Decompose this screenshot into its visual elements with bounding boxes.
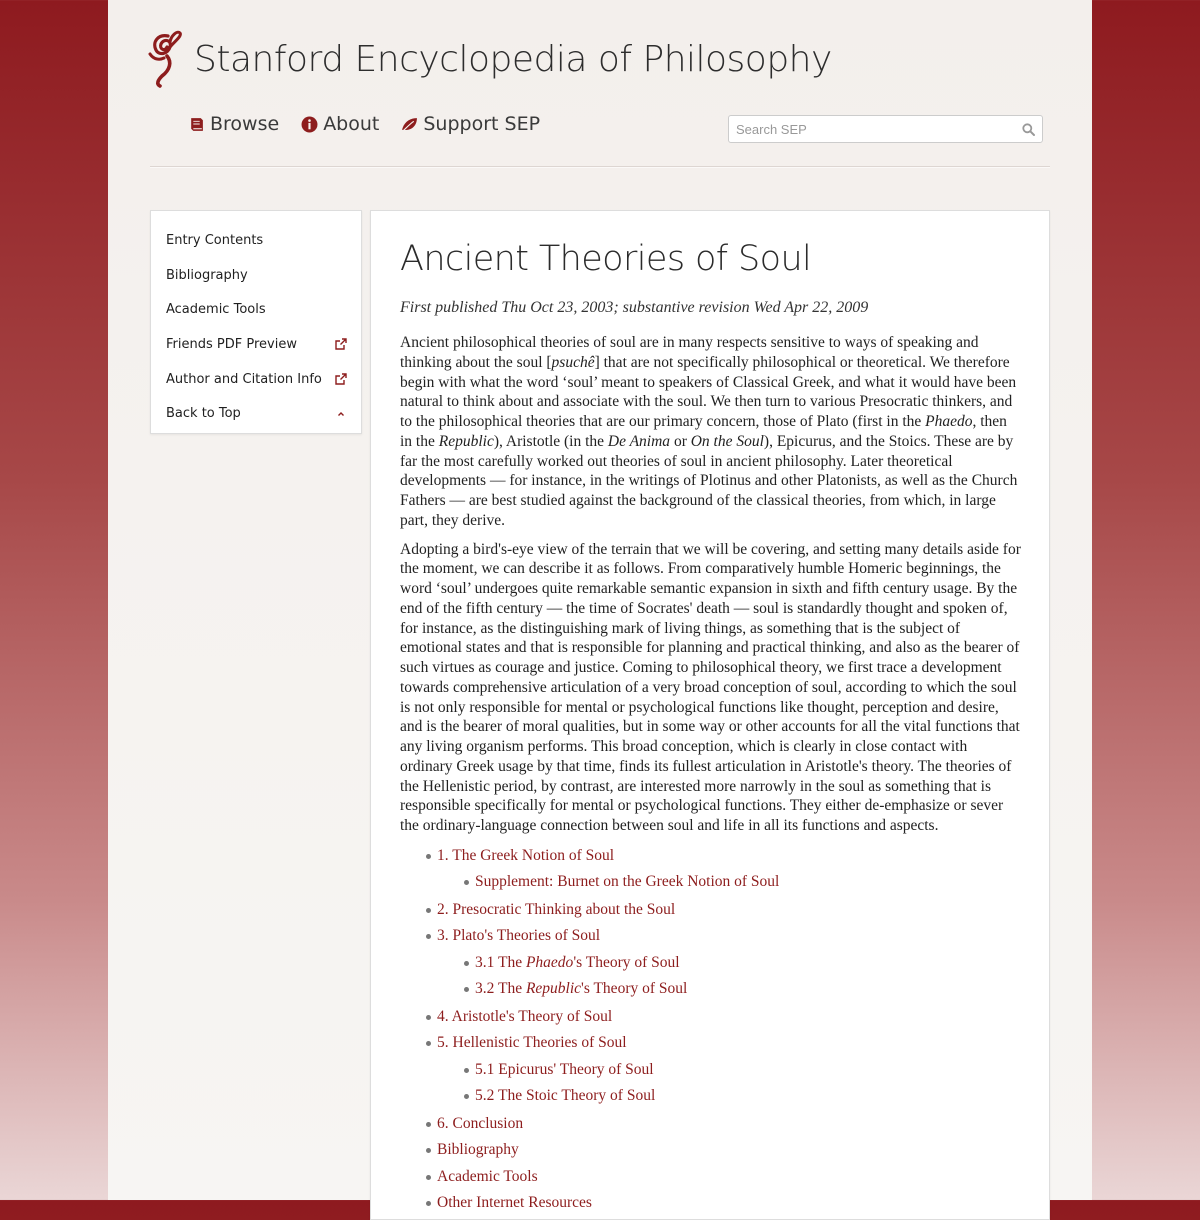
top-nav [188, 113, 540, 135]
external-link-icon [335, 338, 347, 350]
nav-support[interactable] [401, 113, 540, 135]
intro-paragraph-1: Ancient philosophical theories of soul are in many respects sensitive to ways of speaking and thinking about the soul [psuchê] that are not specifically philosophical or theoretical. We therefore begin with what the word ‘soul’ meant to speakers of Classical Greek, and what it would have been natural to think about and associate with the soul. We then turn to various Presocratic thinkers, and to the philosophical theories that are our primary concern, those of Plato (first in the Phaedo, then in the Republic), Aristotle (in the De Anima or On the Soul), Epicurus, and the Stoics. These are by far the most carefully worked out theories of soul in ancient philosophy. Later theoretical developments — for instance, in the writings of Plotinus and other Platonists, as well as the Church Fathers — are best studied against the background of the classical theories, from which, in large part, they derive. [400, 334, 1018, 529]
toc-link-internet-resources[interactable]: Other Internet Resources [437, 1194, 592, 1212]
toc-link-epicurus[interactable]: 5.1 Epicurus' Theory of Soul [475, 1060, 654, 1078]
intro-paragraph-2: Adopting a bird's-eye view of the terrain that we will be covering, and setting many details aside for the moment, we can describe it as follows. From comparatively humble Homeric beginnings, the word ‘soul’ undergoes quite remarkable semantic expansion in sixth and fifth century usage. By the end of the fifth century — the time of Socrates' death — soul is standardly thought and spoken of, for instance, as the distinguishing mark of living things, as something that is the subject of emotional states and that is responsible for planning and practical thinking, and also as the bearer of such virtues as courage and justice. Coming to philosophical theory, we first trace a development towards comprehensive articulation of a very broad conception of soul, according to which the soul is not only responsible for mental or psychological functions like thought, perception and desire, and is the bearer of moral qualities, but in some way or other accounts for all the vital functions that any living organism performs. This broad conception, which is clearly in close contact with ordinary Greek usage by that time, finds its fullest articulation in Aristotle's theory. The theories of the Hellenistic period, by contrast, are interested more narrowly in the soul as something that is responsible specifically for mental or psychological functions. They either de-emphasize or sever the ordinary-language connection between soul and life in all its functions and aspects. [400, 540, 1021, 834]
sidebar-item-academic-tools[interactable] [151, 292, 361, 327]
book-icon [188, 116, 205, 133]
toc-item [464, 953, 1021, 973]
search-box [728, 115, 1043, 143]
toc-item [464, 1086, 1021, 1106]
toc-item [464, 872, 1021, 892]
toc-item [426, 846, 1021, 866]
header-divider [150, 166, 1050, 167]
table-of-contents [426, 846, 1021, 1214]
nav-about-label: About [323, 113, 380, 135]
sidebar-item-author-citation-info[interactable] [151, 362, 361, 397]
toc-item [426, 1007, 1021, 1027]
external-link-icon [335, 373, 347, 385]
publication-info: First published Thu Oct 23, 2003; substantive revision Wed Apr 22, 2009 [400, 299, 869, 316]
toc-link-conclusion[interactable]: 6. Conclusion [437, 1114, 524, 1132]
toc-link-presocratic[interactable]: 2. Presocratic Thinking about the Soul [437, 900, 676, 918]
toc-link-aristotle[interactable]: 4. Aristotle's Theory of Soul [437, 1007, 613, 1025]
toc-link-hellenistic[interactable]: 5. Hellenistic Theories of Soul [437, 1034, 627, 1052]
nav-about[interactable] [301, 113, 379, 135]
sep-logo-icon [146, 30, 186, 88]
toc-link-plato[interactable]: 3. Plato's Theories of Soul [437, 927, 601, 945]
toc-item [426, 900, 1021, 920]
toc-item [464, 979, 1021, 999]
toc-link-bibliography[interactable]: Bibliography [437, 1141, 519, 1159]
toc-item [426, 1114, 1021, 1134]
toc-item [426, 926, 1021, 946]
sidebar-item-label: Back to Top [166, 406, 241, 422]
article [370, 210, 1050, 1220]
site-title[interactable]: Stanford Encyclopedia of Philosophy [194, 38, 832, 80]
info-circle-icon [301, 116, 318, 133]
page-container [108, 0, 1092, 1212]
nav-support-label: Support SEP [423, 113, 541, 135]
site-brand[interactable] [146, 30, 832, 88]
toc-link-republic[interactable]: 3.2 The Republic's Theory of Soul [475, 980, 688, 998]
sidebar-item-label: Academic Tools [166, 302, 266, 318]
toc-link-phaedo[interactable]: 3.1 The Phaedo's Theory of Soul [475, 953, 680, 971]
toc-item [426, 1033, 1021, 1053]
toc-link-stoic[interactable]: 5.2 The Stoic Theory of Soul [475, 1087, 656, 1105]
sidebar-item-friends-pdf-preview[interactable] [151, 327, 361, 362]
toc-item [426, 1193, 1021, 1213]
search-input[interactable] [729, 122, 1014, 137]
nav-browse-label: Browse [210, 113, 280, 135]
toc-link-academic-tools[interactable]: Academic Tools [437, 1167, 538, 1185]
chevron-up-icon [335, 408, 347, 420]
toc-item [426, 1167, 1021, 1187]
sidebar-item-entry-contents[interactable] [151, 223, 361, 258]
sidebar-item-label: Entry Contents [166, 232, 264, 248]
sidebar-item-label: Author and Citation Info [166, 371, 322, 387]
sidebar-item-back-to-top[interactable] [151, 396, 361, 431]
toc-item [426, 1140, 1021, 1160]
sidebar-item-label: Bibliography [166, 267, 248, 283]
toc-item [464, 1060, 1021, 1080]
sidebar-item-label: Friends PDF Preview [166, 336, 297, 352]
sidebar [150, 210, 362, 434]
article-title: Ancient Theories of Soul [400, 239, 812, 279]
toc-link-greek-notion[interactable]: 1. The Greek Notion of Soul [437, 846, 615, 864]
nav-browse[interactable] [188, 113, 279, 135]
search-icon [1022, 123, 1035, 136]
leaf-icon [401, 116, 418, 133]
toc-link-burnet-supplement[interactable]: Supplement: Burnet on the Greek Notion of Soul [475, 873, 780, 891]
search-button[interactable] [1014, 116, 1042, 142]
sidebar-item-bibliography[interactable] [151, 258, 361, 293]
